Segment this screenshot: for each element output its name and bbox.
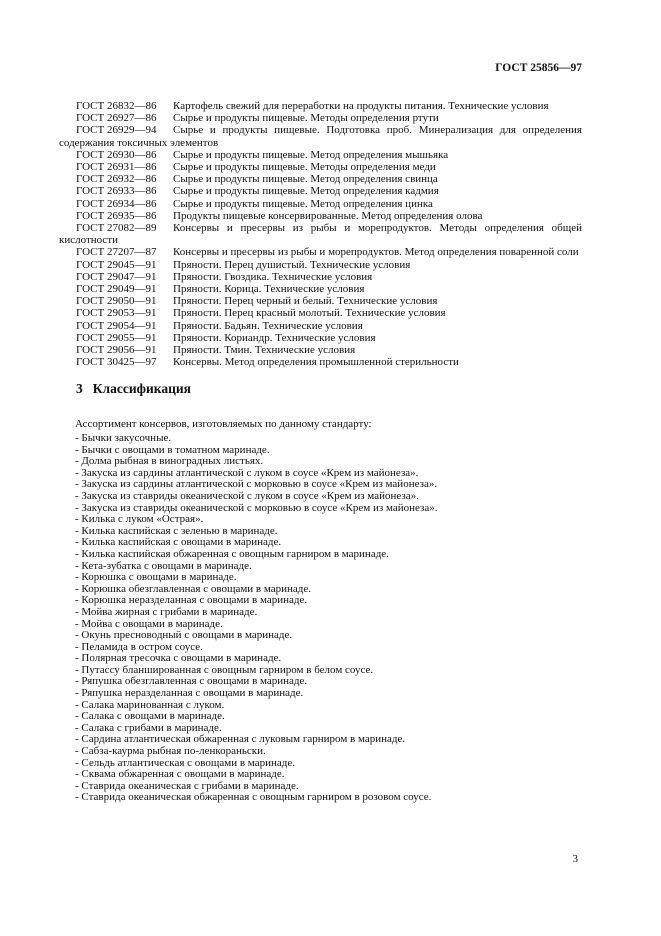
reference-title: Картофель свежий для переработки на продукты питания. Технические условия [173,100,549,112]
reference-code: ГОСТ 26927—86 [76,112,157,125]
reference-code: ГОСТ 29049—91 [76,283,157,296]
list-item: - Сквама обжаренная с овощами в маринаде. [75,768,285,781]
reference-title: Пряности. Перец душистый. Технические условия [173,258,411,271]
reference-title: Пряности. Перец красный молотый. Технические условия [173,307,446,320]
list-item: - Салака маринованная с луком. [75,698,225,711]
list-item: - Мойва с овощами в маринаде. [75,617,223,630]
reference-code: ГОСТ 29054—91 [76,319,157,332]
list-item: - Килька каспийская с зеленью в маринаде. [75,524,278,537]
list-item: - Закуска из сардины атлантической с морковью в соусе «Крем из майонеза». [75,478,438,491]
list-item: - Закуска из ставриды океанической с морковью в соусе «Крем из майонеза». [75,501,438,514]
reference-entry [59,124,582,148]
reference-code: ГОСТ 26934—86 [76,197,157,210]
reference-title: Сырье и продукты пищевые. Метод определения цинка [173,197,433,210]
list-item: - Закуска из ставриды океанической с луком в соусе «Крем из майонеза». [75,489,419,502]
list-item: - Салака с грибами в маринаде. [75,721,222,734]
reference-title: Сырье и продукты пищевые. Метод определения мышьяка [173,148,449,161]
section-title: Классификация [92,381,191,396]
assortment-list [75,433,438,804]
reference-code: ГОСТ 26929—94 [76,124,157,137]
reference-code: ГОСТ 29053—91 [76,307,157,320]
reference-title: Пряности. Перец черный и белый. Технические условия [173,295,438,308]
reference-code: ГОСТ 29056—91 [76,344,157,357]
reference-entry [59,173,582,185]
reference-code: ГОСТ 29045—91 [76,258,157,271]
reference-title: Сырье и продукты пищевые. Метод определения свинца [173,173,438,186]
list-item: - Кета-зубатка с овощами в маринаде. [75,559,252,572]
reference-entry [59,210,582,222]
list-item: - Сельдь атлантическая с овощами в маринаде. [75,756,295,769]
reference-code: ГОСТ 26931—86 [76,161,157,174]
list-item: - Бычки закусочные. [75,432,172,444]
list-item: - Окунь пресноводный с овощами в маринаде. [75,629,293,642]
document-header: ГОСТ 25856—97 [495,62,582,74]
reference-title: Сырье и продукты пищевые. Методы определения меди [173,161,436,174]
list-item: - Корюшка обезглавленная с овощами в маринаде. [75,582,312,595]
reference-entry [59,112,582,124]
list-item: - Ставрида океаническая с грибами в маринаде. [75,779,299,792]
reference-code: ГОСТ 26933—86 [76,185,157,198]
reference-code: ГОСТ 30425—97 [76,356,157,369]
page-number: 3 [572,853,578,865]
reference-title: Сырье и продукты пищевые. Методы определения ртути [173,112,439,125]
reference-title: Пряности. Кориандр. Технические условия [173,331,376,344]
list-item: - Ставрида океаническая обжаренная с овощным гарниром в розовом соусе. [75,791,432,804]
reference-code: ГОСТ 26832—86 [76,100,157,112]
reference-title: Консервы и пресервы из рыбы и морепродуктов. Методы определения общей кислотности [59,222,582,247]
list-item: - Килька каспийская обжаренная с овощным гарниром в маринаде. [75,547,389,560]
reference-title: Пряности. Гвоздика. Технические условия [173,270,373,283]
list-item: - Долма рыбная в виноградных листьях. [75,455,264,468]
reference-title: Продукты пищевые консервированные. Метод определения олова [173,209,483,222]
list-item: - Килька каспийская с овощами в маринаде. [75,536,282,549]
reference-code: ГОСТ 29047—91 [76,270,157,283]
list-item: - Ряпушка обезглавленная с овощами в маринаде. [75,675,308,688]
reference-code: ГОСТ 26930—86 [76,148,157,161]
reference-code: ГОСТ 27082—89 [76,222,157,235]
list-item: - Корюшка с овощами в маринаде. [75,571,237,584]
reference-title: Сырье и продукты пищевые. Подготовка проб. Минерализация для определения содержания токсичных элементов [59,124,582,149]
assortment-intro: Ассортимент консервов, изготовляемых по данному стандарту: [75,418,372,430]
reference-entry [59,356,582,368]
reference-code: ГОСТ 27207—87 [76,246,157,259]
reference-entry [59,149,582,161]
reference-entry [59,332,582,344]
reference-entry [59,198,582,210]
list-item: - Салака с овощами в маринаде. [75,710,225,723]
list-item: - Мойва жирная с грибами в маринаде. [75,605,258,618]
reference-entry [59,100,582,112]
list-item: - Пеламида в остром соусе. [75,640,203,653]
reference-code: ГОСТ 29055—91 [76,331,157,344]
reference-entry [59,320,582,332]
section-number: 3 [76,381,83,396]
reference-title: Консервы. Метод определения промышленной стерильности [173,356,459,369]
reference-title: Сырье и продукты пищевые. Метод определения кадмия [173,185,439,198]
reference-title: Пряности. Тмин. Технические условия [173,344,356,357]
reference-entry [59,222,582,246]
reference-entry [59,259,582,271]
reference-code: ГОСТ 26932—86 [76,173,157,186]
reference-entry [59,295,582,307]
list-item: - Бычки с овощами в томатном маринаде. [75,443,270,456]
list-item: - Путассу бланшированная с овощным гарниром в белом соусе. [75,663,374,676]
references-list [59,100,582,368]
reference-entry [59,307,582,319]
list-item: - Сардина атлантическая обжаренная с луковым гарниром в маринаде. [75,733,406,746]
reference-title: Консервы и пресервы из рыбы и морепродуктов. Метод определения поваренной соли [173,246,579,259]
reference-code: ГОСТ 29050—91 [76,295,157,308]
list-item: - Корюшка неразделанная с овощами в маринаде. [75,594,308,607]
section-heading [76,381,191,397]
reference-entry [59,246,582,258]
reference-entry [59,161,582,173]
reference-code: ГОСТ 26935—86 [76,209,157,222]
list-item: - Килька с луком «Острая». [75,513,204,526]
reference-entry [59,283,582,295]
list-item: - Полярная тресочка с овощами в маринаде. [75,652,282,665]
reference-entry [59,185,582,197]
list-item: - Ряпушка неразделанная с овощами в маринаде. [75,687,304,700]
reference-entry [59,344,582,356]
reference-entry [59,271,582,283]
reference-title: Пряности. Корица. Технические условия [173,283,365,296]
list-item: - Закуска из сардины атлантической с луком в соусе «Крем из майонеза». [75,466,419,479]
reference-title: Пряности. Бадьян. Технические условия [173,319,363,332]
list-item: - Сабза-каурма рыбная по-ленкораньски. [75,745,266,758]
